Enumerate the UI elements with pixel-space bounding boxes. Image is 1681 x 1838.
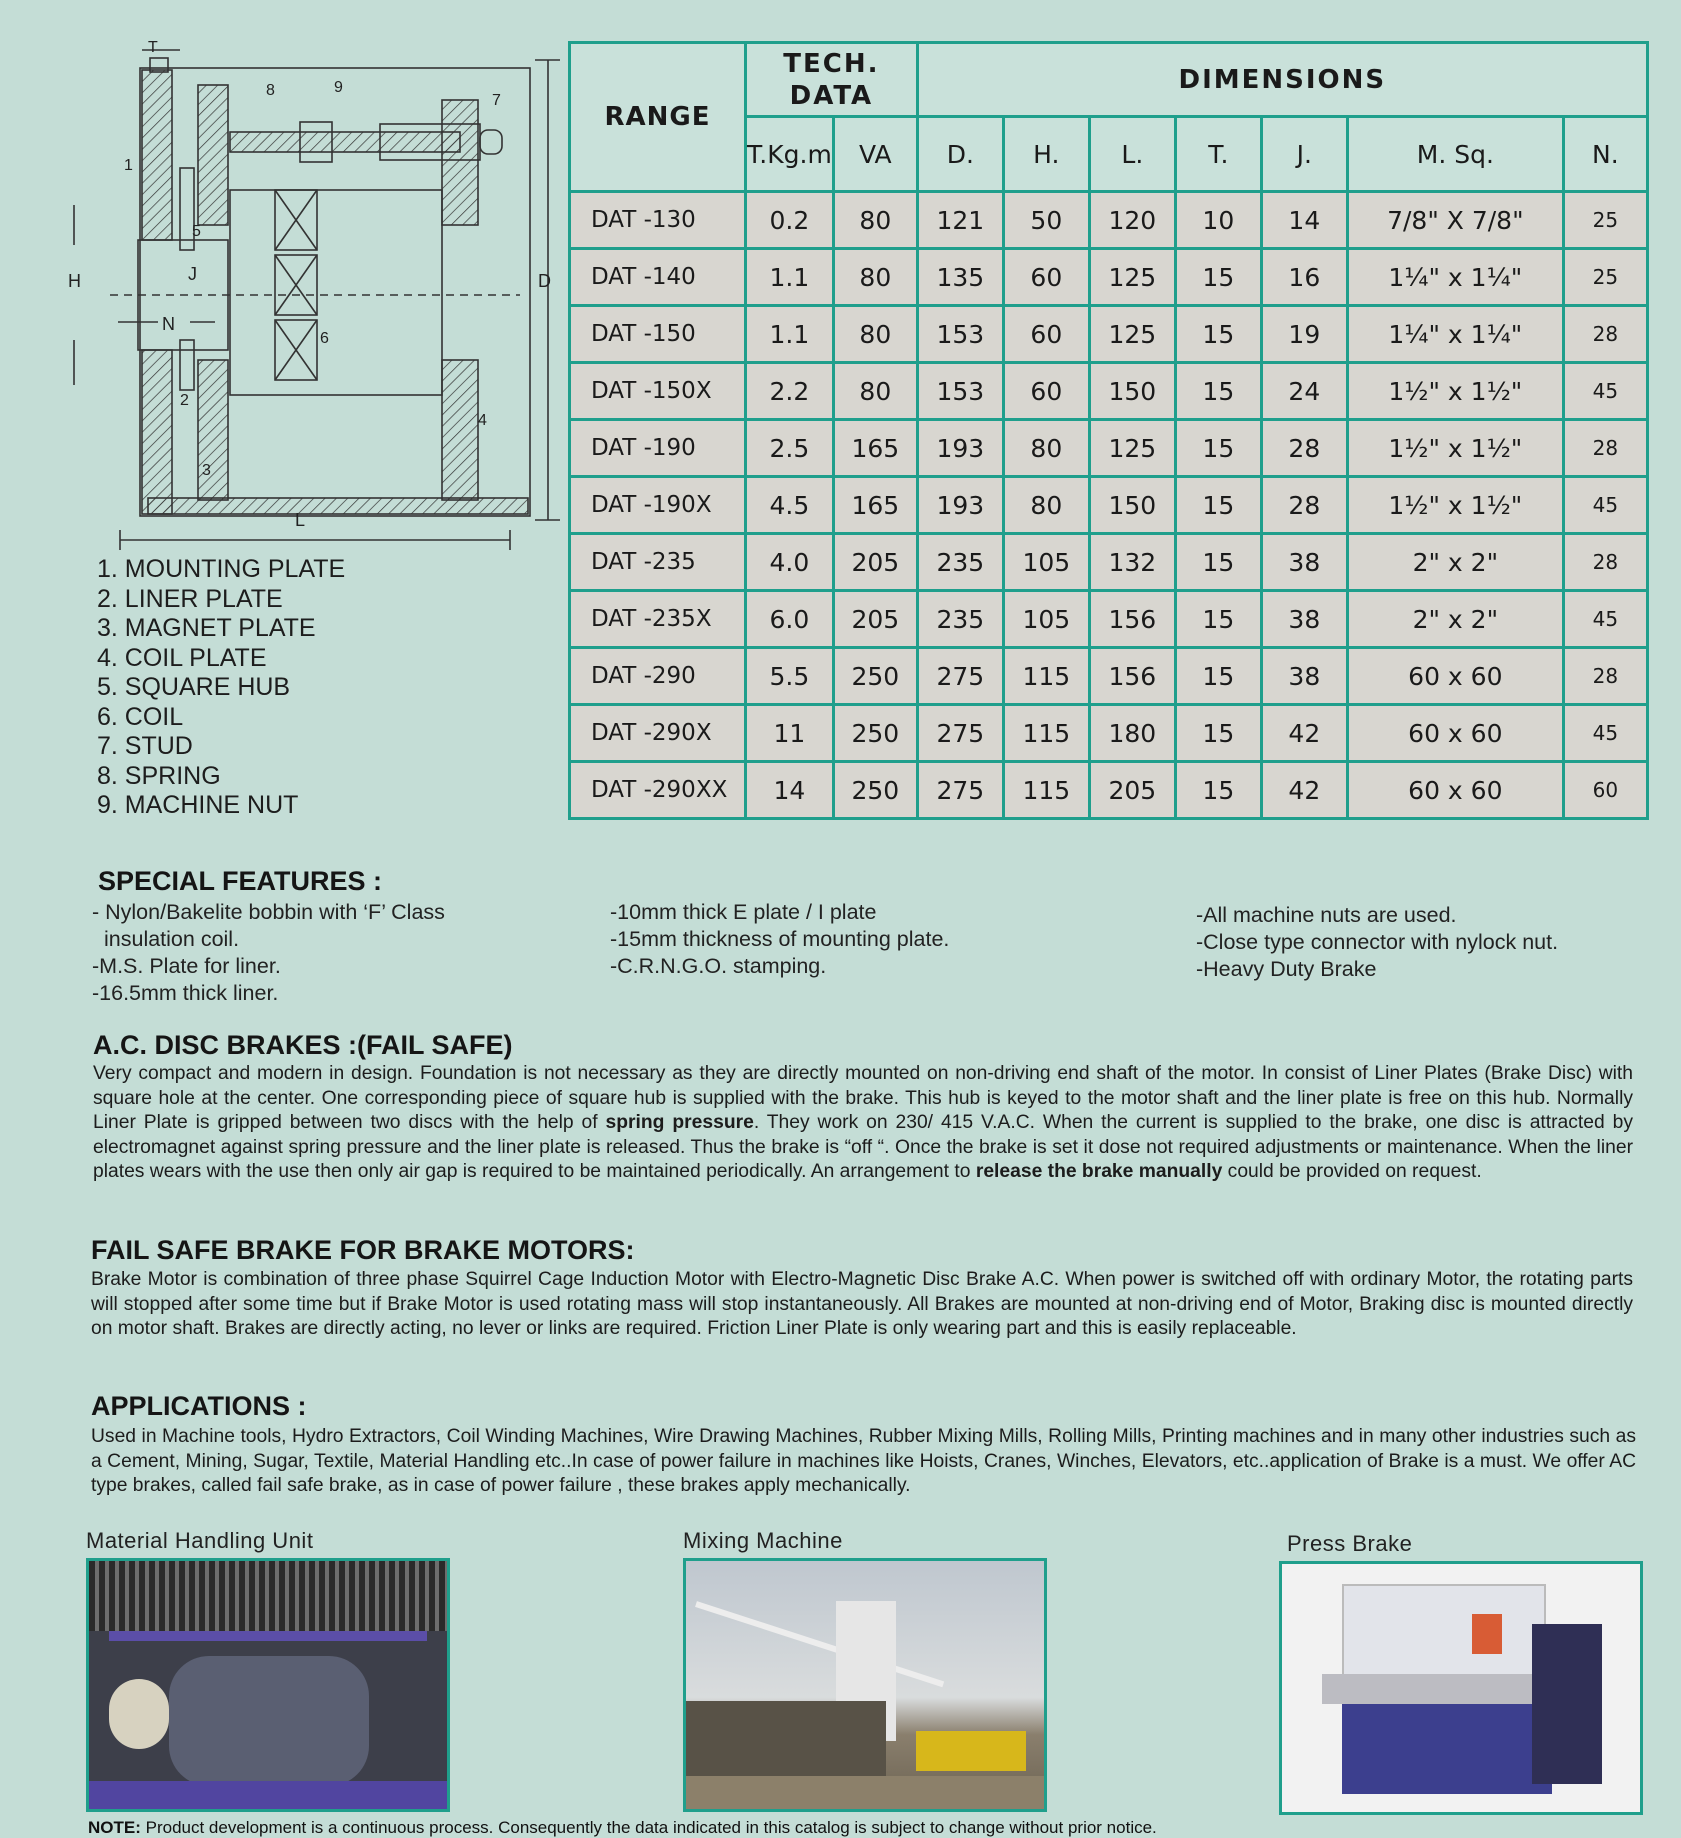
cell-d: 135 [917, 249, 1003, 306]
col-header: T. [1175, 117, 1261, 192]
list-item: 1. MOUNTING PLATE [97, 555, 346, 583]
cell-j: 42 [1261, 705, 1347, 762]
cell-msq: 1¼" x 1¼" [1347, 306, 1563, 363]
cell-va: 205 [833, 534, 917, 591]
col-header: M. Sq. [1347, 117, 1563, 192]
cell-range: DAT -290X [570, 705, 746, 762]
cell-t: 15 [1175, 306, 1261, 363]
list-item: -M.S. Plate for liner. [92, 954, 281, 978]
cell-l: 150 [1089, 363, 1175, 420]
cell-t: 15 [1175, 363, 1261, 420]
cell-t: 15 [1175, 591, 1261, 648]
cell-l: 180 [1089, 705, 1175, 762]
cell-h: 115 [1003, 705, 1089, 762]
cell-tkgm: 11 [746, 705, 834, 762]
callout-9: 9 [334, 79, 343, 96]
cell-msq: 60 x 60 [1347, 705, 1563, 762]
special-features-title: SPECIAL FEATURES : [98, 866, 383, 896]
features-col-3 [1196, 902, 1558, 983]
list-item: -All machine nuts are used. [1196, 903, 1457, 927]
table-row [570, 534, 1648, 591]
table-row [570, 477, 1648, 534]
ac-disc-text-2: . They work on 230/ 415 V.A.C. When the current is supplied to the brake, one disc is attracted by electromagnet against spring pressure and the liner plate is released. Thus the brake is “off “. Once the brake is set it dose not required adjustments or maintenance. When the liner plates wears with the use then only air gap is required to be maintained periodically. An arrangement to [93, 1112, 1633, 1183]
cell-range: DAT -290XX [570, 762, 746, 819]
cell-va: 80 [833, 306, 917, 363]
table-row [570, 306, 1648, 363]
photo-caption-material-handling: Material Handling Unit [86, 1528, 314, 1553]
col-header: D. [917, 117, 1003, 192]
list-item: 6. COIL [97, 702, 184, 731]
cell-t: 15 [1175, 648, 1261, 705]
cell-range: DAT -290 [570, 648, 746, 705]
cell-t: 15 [1175, 705, 1261, 762]
parts-list [97, 555, 345, 821]
cell-tkgm: 2.5 [746, 420, 834, 477]
mixing-machine-photo [683, 1558, 1047, 1812]
callout-t: T [148, 39, 158, 56]
list-item: -Heavy Duty Brake [1196, 957, 1377, 981]
cell-d: 193 [917, 420, 1003, 477]
cell-n: 45 [1563, 591, 1647, 648]
fail-safe-title: FAIL SAFE BRAKE FOR BRAKE MOTORS: [91, 1235, 635, 1265]
cell-va: 205 [833, 591, 917, 648]
list-item: insulation coil. [104, 927, 240, 951]
cell-n: 45 [1563, 477, 1647, 534]
cell-t: 15 [1175, 762, 1261, 819]
table-row [570, 705, 1648, 762]
cell-n: 28 [1563, 648, 1647, 705]
cell-range: DAT -235X [570, 591, 746, 648]
table-row [570, 249, 1648, 306]
cell-msq: 1½" x 1½" [1347, 420, 1563, 477]
note-label: NOTE: [88, 1818, 141, 1837]
material-handling-photo [86, 1558, 450, 1812]
cell-msq: 7/8" X 7/8" [1347, 192, 1563, 249]
callout-5: 5 [192, 223, 201, 240]
cell-l: 125 [1089, 249, 1175, 306]
cell-n: 28 [1563, 420, 1647, 477]
cell-h: 60 [1003, 249, 1089, 306]
cell-h: 80 [1003, 477, 1089, 534]
callout-2: 2 [180, 392, 189, 409]
range-header: RANGE [570, 43, 746, 192]
cell-va: 250 [833, 762, 917, 819]
list-item: 4. COIL PLATE [97, 643, 267, 672]
cell-h: 80 [1003, 420, 1089, 477]
cell-l: 120 [1089, 192, 1175, 249]
cell-t: 15 [1175, 477, 1261, 534]
cell-h: 105 [1003, 534, 1089, 591]
cell-j: 24 [1261, 363, 1347, 420]
ac-disc-bold-1: spring pressure [605, 1112, 754, 1134]
specification-table [568, 41, 1649, 820]
cell-va: 250 [833, 648, 917, 705]
col-header: J. [1261, 117, 1347, 192]
cell-l: 125 [1089, 420, 1175, 477]
list-item: 2. LINER PLATE [97, 584, 283, 613]
cell-j: 14 [1261, 192, 1347, 249]
cell-tkgm: 5.5 [746, 648, 834, 705]
cell-j: 38 [1261, 648, 1347, 705]
cell-l: 150 [1089, 477, 1175, 534]
features-col-2 [610, 899, 949, 980]
cell-j: 42 [1261, 762, 1347, 819]
cell-j: 38 [1261, 534, 1347, 591]
cell-d: 235 [917, 591, 1003, 648]
applications-title: APPLICATIONS : [91, 1391, 307, 1421]
cell-l: 125 [1089, 306, 1175, 363]
cell-l: 156 [1089, 591, 1175, 648]
table-row [570, 192, 1648, 249]
cell-n: 60 [1563, 762, 1647, 819]
cell-j: 38 [1261, 591, 1347, 648]
col-header: T.Kg.m [746, 117, 834, 192]
dim-h: H [68, 271, 81, 291]
cell-n: 25 [1563, 192, 1647, 249]
cell-range: DAT -150X [570, 363, 746, 420]
cell-range: DAT -190X [570, 477, 746, 534]
cell-h: 50 [1003, 192, 1089, 249]
ac-disc-text-1: Very compact and modern in design. Foundation is not necessary as they are directly mounted on non-driving end shaft of the motor. In consist of Liner Plates (Brake Disc) with square hole at the center. One corresponding piece of square hub is supplied with the brake. This hub is keyed to the motor shaft and the liner plate is free on this hub. Normally Liner Plate is gripped between two discs with the help of [93, 1063, 1633, 1134]
cell-h: 60 [1003, 306, 1089, 363]
cell-va: 250 [833, 705, 917, 762]
press-brake-photo [1279, 1561, 1643, 1815]
cell-msq: 60 x 60 [1347, 648, 1563, 705]
table-row [570, 762, 1648, 819]
cell-tkgm: 14 [746, 762, 834, 819]
col-header: VA [833, 117, 917, 192]
dim-n: N [162, 314, 175, 334]
cell-j: 16 [1261, 249, 1347, 306]
cell-va: 165 [833, 477, 917, 534]
cell-range: DAT -190 [570, 420, 746, 477]
cell-range: DAT -130 [570, 192, 746, 249]
list-item: 9. MACHINE NUT [97, 791, 299, 819]
cell-va: 80 [833, 192, 917, 249]
callout-6: 6 [320, 330, 329, 347]
list-item: - Nylon/Bakelite bobbin with ‘F’ Class [92, 900, 445, 924]
table-row [570, 420, 1648, 477]
cell-va: 165 [833, 420, 917, 477]
list-item: -Close type connector with nylock nut. [1196, 930, 1559, 954]
cell-l: 132 [1089, 534, 1175, 591]
cell-msq: 2" x 2" [1347, 591, 1563, 648]
cell-d: 121 [917, 192, 1003, 249]
cell-d: 275 [917, 762, 1003, 819]
col-header: L. [1089, 117, 1175, 192]
cell-t: 10 [1175, 192, 1261, 249]
footnote [88, 1818, 1157, 1838]
cell-d: 275 [917, 648, 1003, 705]
callout-8: 8 [266, 82, 275, 99]
brake-cross-section-diagram [70, 40, 570, 540]
cell-t: 15 [1175, 249, 1261, 306]
cell-l: 205 [1089, 762, 1175, 819]
cell-tkgm: 4.0 [746, 534, 834, 591]
table-row [570, 363, 1648, 420]
cell-h: 115 [1003, 762, 1089, 819]
cell-j: 28 [1261, 477, 1347, 534]
dim-d: D [538, 271, 551, 291]
list-item: 7. STUD [97, 732, 193, 760]
cell-tkgm: 2.2 [746, 363, 834, 420]
cell-tkgm: 6.0 [746, 591, 834, 648]
cell-d: 153 [917, 363, 1003, 420]
cell-n: 25 [1563, 249, 1647, 306]
cell-msq: 60 x 60 [1347, 762, 1563, 819]
list-item: -16.5mm thick liner. [92, 981, 279, 1005]
cell-d: 275 [917, 705, 1003, 762]
cell-d: 235 [917, 534, 1003, 591]
fail-safe-paragraph: Brake Motor is combination of three phase Squirrel Cage Induction Motor with Electro-Magnetic Disc Brake A.C. When power is switched off with ordinary Motor, the rotating parts will stopped after some time but if Brake Motor is used rotating mass will stop instantaneously. All Brakes are mounted at non-driving end of Motor, Braking disc is mounted directly on motor shaft. Brakes are directly acting, no lever or links are required. Friction Liner Plate is only wearing part and this is easily replaceable. [91, 1269, 1633, 1340]
list-item: 8. SPRING [97, 761, 221, 790]
ac-disc-paragraph [93, 1062, 1633, 1185]
callout-1: 1 [124, 157, 133, 174]
cell-h: 115 [1003, 648, 1089, 705]
cell-j: 19 [1261, 306, 1347, 363]
callout-7: 7 [492, 92, 501, 109]
cell-msq: 2" x 2" [1347, 534, 1563, 591]
callout-3: 3 [202, 462, 211, 479]
col-header: H. [1003, 117, 1089, 192]
table-row [570, 648, 1648, 705]
callout-4: 4 [478, 412, 487, 429]
cell-n: 45 [1563, 363, 1647, 420]
cell-msq: 1½" x 1½" [1347, 477, 1563, 534]
note-text: Product development is a continuous process. Consequently the data indicated in this catalog is subject to change without prior notice. [140, 1818, 1157, 1837]
cell-tkgm: 0.2 [746, 192, 834, 249]
cell-n: 28 [1563, 534, 1647, 591]
photo-caption-mixing-machine: Mixing Machine [683, 1528, 843, 1553]
cell-l: 156 [1089, 648, 1175, 705]
col-header: N. [1563, 117, 1647, 192]
cell-n: 28 [1563, 306, 1647, 363]
applications-paragraph: Used in Machine tools, Hydro Extractors, Coil Winding Machines, Wire Drawing Machines, Rubber Mixing Mills, Rolling Mills, Printing machines and in many other industries such as a Cement, Mining, Sugar, Textile, Material Handling etc..In case of power failure in machines like Hoists, Cranes, Winches, Elevators, etc..application of Brake is a must. We offer AC type brakes, called fail safe brake, as in case of power failure , these brakes apply mechanically. [91, 1426, 1636, 1497]
cell-n: 45 [1563, 705, 1647, 762]
dimensions-header: DIMENSIONS [917, 43, 1647, 117]
list-item: -C.R.N.G.O. stamping. [610, 954, 827, 978]
cell-d: 193 [917, 477, 1003, 534]
cell-range: DAT -150 [570, 306, 746, 363]
cell-d: 153 [917, 306, 1003, 363]
cell-va: 80 [833, 363, 917, 420]
cell-t: 15 [1175, 534, 1261, 591]
list-item: 5. SQUARE HUB [97, 673, 291, 701]
ac-disc-title: A.C. DISC BRAKES :(FAIL SAFE) [93, 1030, 513, 1060]
cell-msq: 1¼" x 1¼" [1347, 249, 1563, 306]
cell-range: DAT -140 [570, 249, 746, 306]
cell-range: DAT -235 [570, 534, 746, 591]
tech-data-header: TECH. DATA [746, 43, 918, 117]
ac-disc-bold-2: release the brake manually [975, 1161, 1223, 1183]
dim-j: J [188, 264, 197, 284]
cell-tkgm: 1.1 [746, 249, 834, 306]
cell-h: 105 [1003, 591, 1089, 648]
photo-caption-press-brake: Press Brake [1287, 1531, 1413, 1556]
list-item: -15mm thickness of mounting plate. [610, 927, 950, 951]
ac-disc-text-3: could be provided on request. [1222, 1161, 1482, 1183]
cell-va: 80 [833, 249, 917, 306]
cell-j: 28 [1261, 420, 1347, 477]
cell-tkgm: 1.1 [746, 306, 834, 363]
list-item: 3. MAGNET PLATE [97, 614, 316, 642]
features-col-1 [92, 899, 445, 1007]
list-item: -10mm thick E plate / I plate [610, 900, 877, 924]
cell-tkgm: 4.5 [746, 477, 834, 534]
cell-t: 15 [1175, 420, 1261, 477]
dim-l: L [295, 510, 306, 530]
table-row [570, 591, 1648, 648]
cell-msq: 1½" x 1½" [1347, 363, 1563, 420]
cell-h: 60 [1003, 363, 1089, 420]
